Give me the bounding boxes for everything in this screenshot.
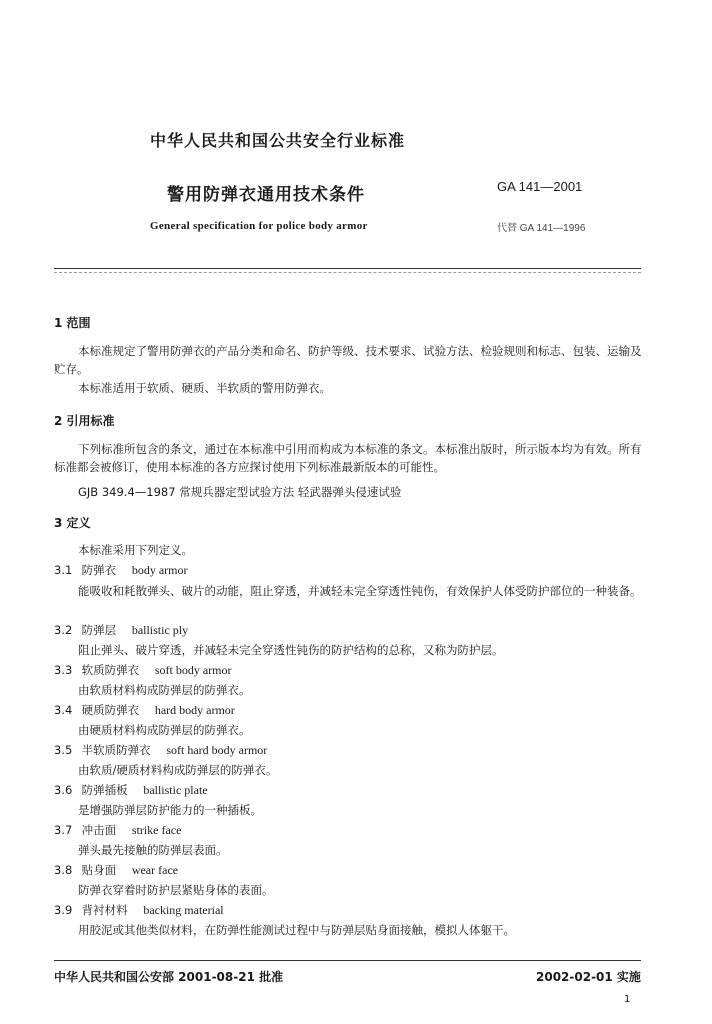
section-1-heading: 1 范围: [54, 316, 91, 330]
definition-term: 冲击面: [81, 823, 117, 837]
definition-3-1-text: 能吸收和耗散弹头、破片的动能，阻止穿透，并减轻未完全穿透性钝伤，有效保护人体受防护部位的一种装备。: [78, 584, 642, 598]
definition-term-english: hard body armor: [154, 703, 235, 717]
definition-term: 防弹层: [81, 623, 117, 637]
definition-number: 3.9: [54, 903, 73, 917]
footer-rule: [54, 960, 641, 961]
section-1-paragraph-1: 本标准规定了警用防弹衣的产品分类和命名、防护等级、技术要求、试验方法、检验规则和标志、包装、运输及贮存。: [54, 344, 642, 376]
definition-3-8-text: 防弹衣穿着时防护层紧贴身体的表面。: [78, 883, 274, 897]
definition-3-3-term-line: [54, 662, 231, 678]
definition-3-2-text: 阻止弹头、破片穿透，并减轻未完全穿透性钝伤的防护结构的总称，又称为防护层。: [78, 643, 504, 657]
header-rule-secondary: [54, 272, 641, 273]
definition-3-4-text: 由硬质材料构成防弹层的防弹衣。: [78, 723, 251, 737]
definition-number: 3.4: [54, 703, 73, 717]
definition-number: 3.6: [54, 783, 73, 797]
definition-term-english: soft body armor: [154, 663, 232, 677]
definition-term-english: wear face: [131, 863, 179, 877]
definition-term: 贴身面: [81, 863, 117, 877]
definition-term: 防弹插板: [81, 783, 128, 797]
definition-3-4-term-line: [54, 702, 235, 718]
definition-term: 防弹衣: [81, 563, 117, 577]
definition-3-1-term-line: [54, 562, 187, 578]
definition-3-3-text: 由软质材料构成防弹层的防弹衣。: [78, 683, 251, 697]
standard-code: GA 141—2001: [497, 179, 583, 194]
definition-3-6-text: 是增强防弹层防护能力的一种插板。: [78, 803, 262, 817]
definition-number: 3.3: [54, 663, 73, 677]
standard-title: 警用防弹衣通用技术条件: [167, 185, 365, 205]
definition-3-8-term-line: [54, 862, 178, 878]
definition-number: 3.2: [54, 623, 73, 637]
definition-3-2-term-line: [54, 622, 188, 638]
definition-number: 3.7: [54, 823, 73, 837]
section-3-heading: 3 定义: [54, 516, 91, 530]
approval-note: 中华人民共和国公安部 2001-08-21 批准: [54, 970, 284, 984]
definition-term-english: soft hard body armor: [166, 743, 268, 757]
definition-term: 半软质防弹衣: [81, 743, 151, 757]
header-rule: [54, 268, 641, 269]
definition-number: 3.1: [54, 563, 73, 577]
section-3-intro: 本标准采用下列定义。: [78, 543, 193, 557]
section-2-paragraph-1: 下列标准所包含的条文，通过在本标准中引用而构成为本标准的条文。本标准出版时，所示版本均为有效。所有标准都会被修订，使用本标准的各方应探讨使用下列标准最新版本的可能性。: [54, 442, 642, 474]
implementation-date: 2002-02-01 实施: [536, 970, 641, 984]
definition-term: 硬质防弹衣: [81, 703, 140, 717]
definition-3-9-text: 用胶泥或其他类似材料，在防弹性能测试过程中与防弹层贴身面接触，模拟人体躯干。: [78, 923, 515, 937]
definition-3-5-term-line: [54, 742, 267, 758]
definition-3-9-term-line: [54, 902, 224, 918]
definition-term-english: ballistic plate: [143, 783, 208, 797]
issuer-title: 中华人民共和国公共安全行业标准: [150, 131, 406, 150]
definition-3-6-term-line: [54, 782, 208, 798]
section-2-heading: 2 引用标准: [54, 414, 115, 428]
definition-3-5-text: 由软质/硬质材料构成防弹层的防弹衣。: [78, 763, 278, 777]
english-title: General specification for police body armor: [150, 220, 368, 232]
section-1-paragraph-2: 本标准适用于软质、硬质、半软质的警用防弹衣。: [78, 381, 331, 395]
definition-number: 3.8: [54, 863, 73, 877]
definition-term-english: ballistic ply: [131, 623, 189, 637]
definition-number: 3.5: [54, 743, 73, 757]
definition-term: 软质防弹衣: [81, 663, 140, 677]
replaces-note: 代替 GA 141—1996: [497, 223, 586, 234]
definition-term-english: backing material: [143, 903, 224, 917]
definition-3-7-text: 弹头最先接触的防弹层表面。: [78, 843, 228, 857]
definition-term-english: body armor: [131, 563, 188, 577]
definition-term: 背衬材料: [81, 903, 128, 917]
definition-3-7-term-line: [54, 822, 181, 838]
section-2-reference: GJB 349.4—1987 常规兵器定型试验方法 轻武器弹头侵速试验: [78, 485, 402, 499]
page-number: 1: [624, 994, 631, 1005]
definition-term-english: strike face: [131, 823, 182, 837]
